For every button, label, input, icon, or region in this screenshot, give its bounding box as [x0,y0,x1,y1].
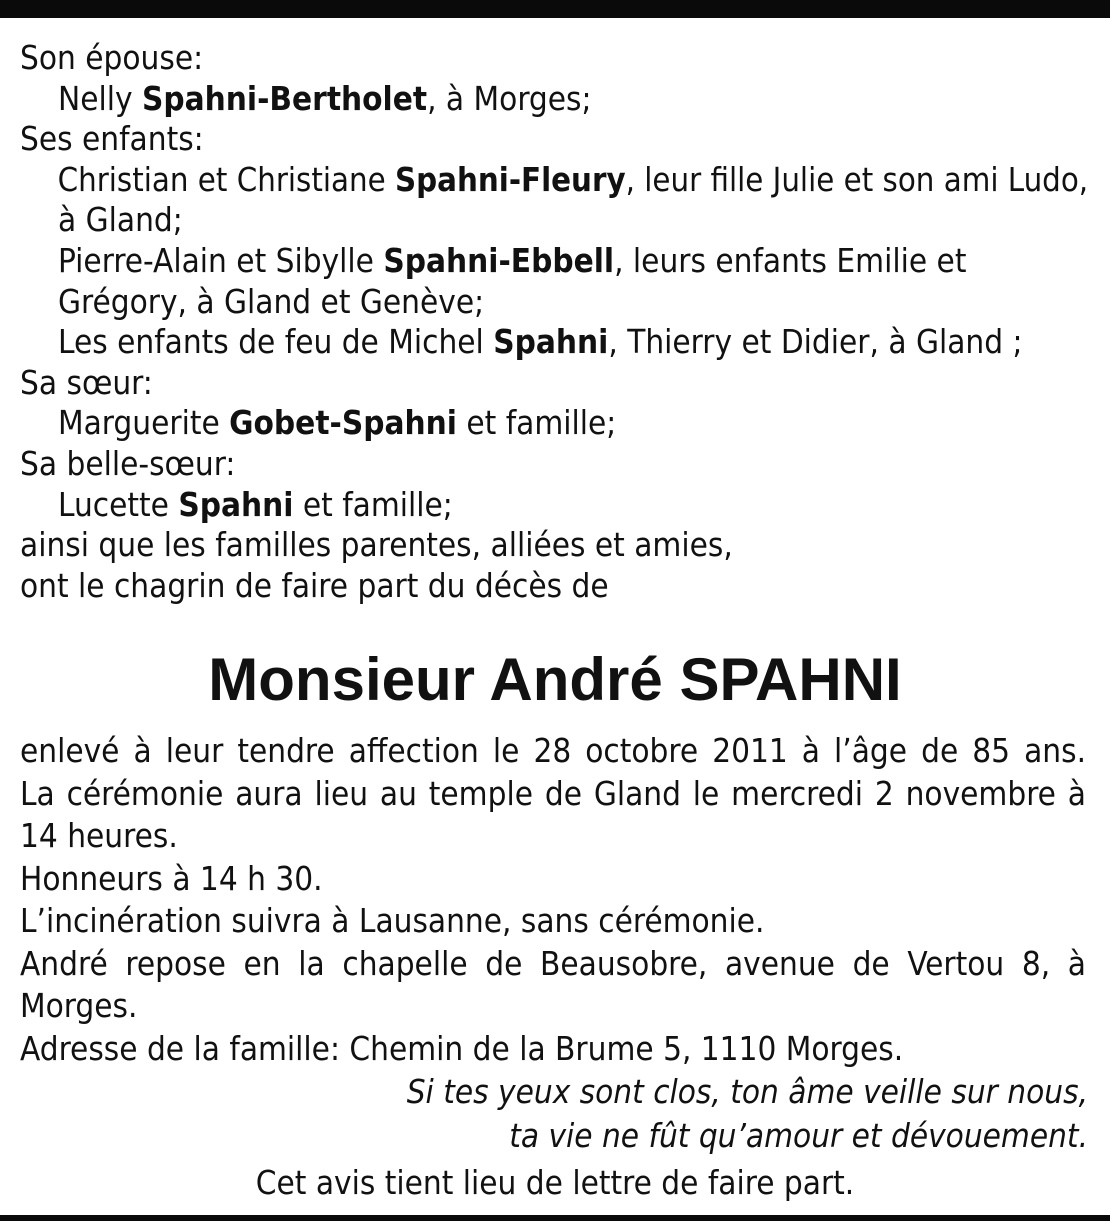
detail-line-5: L’incinération suivra à Lausanne, sans cérémonie. [20,901,765,940]
sister-in-law-heading: Sa belle-sœur: [20,443,236,483]
spouse-entry [20,79,1086,120]
child-entry-2-continued: Grégory, à Gland et Genève; [58,281,485,321]
child-entry-1 [20,159,1089,201]
sister-heading: Sa sœur: [20,362,153,402]
detail-line-1: enlevé à leur tendre affection le 28 octobre 2011 à l’âge de 85 ans. [20,731,1086,770]
sister-entry [20,403,1086,444]
child-1-surname: Spahni-Fleury [394,159,626,199]
detail-line-3: 14 heures. [20,816,178,855]
child-1-details: , leur fille Julie et son ami Ludo, [625,159,1089,199]
closing-note: Cet avis tient lieu de lettre de faire part. [255,1163,855,1202]
ceremony-details [20,730,1086,1070]
sister-surname: Gobet-Spahni [229,403,457,443]
child-1-names: Christian et Christiane [57,159,395,199]
children-heading: Ses enfants: [20,119,204,159]
detail-line-8: Adresse de la famille: Chemin de la Brume 5, 1110 Morges. [20,1028,904,1068]
top-border-rule [0,0,1110,18]
spouse-first-name: Nelly [58,78,142,118]
detail-line-7: Morges. [20,986,138,1025]
deceased-name: Monsieur André SPAHNI [208,646,902,713]
family-list [20,38,1089,606]
child-entry-3 [20,322,1086,363]
child-2-details: , leurs enfants Emilie et [614,240,967,280]
child-3-surname: Spahni [493,322,609,362]
quote-line-1: Si tes yeux sont clos, ton âme veille sur nous, [406,1072,1088,1111]
spouse-heading: Son épouse: [20,38,204,77]
spouse-surname: Spahni-Bertholet [141,78,428,118]
bottom-border-rule [0,1215,1110,1221]
child-entry-2 [20,241,1086,282]
sister-details: et famille; [456,403,617,443]
child-entry-1-continued: à Gland; [58,200,183,240]
child-2-surname: Spahni-Ebbell [383,240,615,280]
spouse-location: , à Morges; [427,78,592,118]
child-3-names: Les enfants de feu de Michel [58,322,494,362]
detail-line-6: André repose en la chapelle de Beausobre, avenue de Vertou 8, à [20,943,1086,983]
child-2-names: Pierre-Alain et Sibylle [58,240,384,280]
detail-line-2: La cérémonie aura lieu au temple de Gland le mercredi 2 novembre à [20,773,1086,813]
deceased-name-block [0,642,1110,718]
sister-in-law-entry [20,485,1086,526]
child-3-details: , Thierry et Didier, à Gland ; [608,322,1023,362]
quote-line-2: ta vie ne fût qu’amour et dévouement. [509,1116,1088,1155]
sister-first-name: Marguerite [58,403,230,443]
sister-in-law-first-name: Lucette [58,484,179,524]
sister-in-law-surname: Spahni [178,484,294,524]
relatives-line: ainsi que les familles parentes, alliées et amies, [20,525,733,565]
detail-line-4: Honneurs à 14 h 30. [20,858,323,898]
memorial-quote [407,1070,1088,1158]
announcement-line: ont le chagrin de faire part du décès de [20,565,609,605]
sister-in-law-details: et famille; [293,484,453,524]
